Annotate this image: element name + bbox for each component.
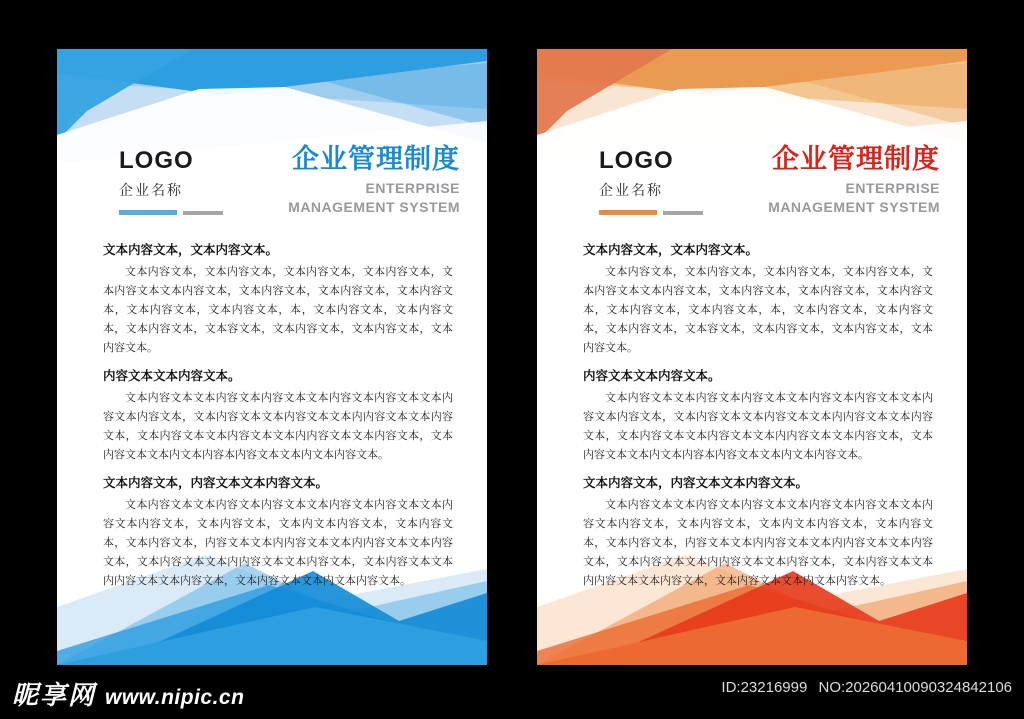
section-heading: 文本内容文本，内容文本文本内容文本。 — [583, 476, 809, 490]
logo-text: LOGO — [119, 147, 194, 174]
section-paragraph: 文本内容文本文本内容文本内容文本文本内容文本内容文本文本内容文本内容文本，文本内容文本文本内容文本文本内内容文本文本内容文本，文本内容文本文本内容文本文本内内容文本文本内容文本，文本内容文本文本内文本内容本内容文本文本内文本内容文本。 — [103, 392, 453, 461]
poster-body — [583, 241, 933, 600]
title-block — [768, 145, 940, 216]
subtitle-line-2: MANAGEMENT SYSTEM — [768, 198, 940, 215]
site-url: www.nipic.cn — [105, 686, 245, 709]
section-heading: 文本内容文本，文本内容文本。 — [103, 243, 279, 257]
poster-header — [537, 145, 967, 216]
section-heading: 内容文本文本内容文本。 — [103, 369, 241, 383]
poster-body — [103, 241, 453, 600]
logo-block — [119, 145, 223, 215]
subtitle-line-1: ENTERPRISE — [365, 180, 460, 197]
site-name: 昵享网 — [12, 680, 97, 710]
underline-accent-segment — [599, 210, 657, 215]
subtitle-line-2: MANAGEMENT SYSTEM — [288, 198, 460, 215]
underline-gray-segment — [663, 211, 703, 215]
company-name: 企业名称 — [599, 182, 663, 198]
poster-red — [537, 49, 967, 665]
section-paragraph: 文本内容文本文本内容文本内容文本文本内容文本内容文本文本内容文本内容文本，文本内容文本文本内容文本文本内内容文本文本内容文本，文本内容文本文本内容文本文本内内容文本文本内容文本，文本内容文本文本内文本内容本内容文本文本内文本内容文本。 — [583, 392, 933, 461]
image-no-value: NO:20260410090324842106 — [818, 679, 1012, 696]
section-2 — [103, 367, 453, 465]
poster-header — [57, 145, 487, 216]
section-paragraph: 文本内容文本文本内容文本内容文本文本内容文本内容文本文本内容文本内容文本，文本内容文本，文本内文本内容文本，文本内容文本，文本内容文本，内容文本文本内内容文本文本内内容文本文本内容文本，文本内容文本文本内内容文本文本内容文本，文本内容文本文本内内容文本文本内容文本，文本内容文本文本内文本内容文本。 — [103, 499, 453, 587]
section-paragraph: 文本内容文本文本内容文本内容文本文本内容文本内容文本文本内容文本内容文本，文本内容文本，文本内文本内容文本，文本内容文本，文本内容文本，内容文本文本内内容文本文本内内容文本文本内容文本，文本内容文本文本内内容文本文本内容文本，文本内容文本文本内内容文本文本内容文本，文本内容文本文本内文本内容文本。 — [583, 499, 933, 587]
section-heading: 内容文本文本内容文本。 — [583, 369, 721, 383]
section-1 — [103, 241, 453, 358]
poster-title: 企业管理制度 — [772, 144, 940, 174]
title-block — [288, 145, 460, 216]
section-3 — [103, 474, 453, 591]
logo-underline — [599, 210, 703, 215]
poster-subtitle — [288, 179, 460, 215]
poster-blue — [57, 49, 487, 665]
section-1 — [583, 241, 933, 358]
section-3 — [583, 474, 933, 591]
section-heading: 文本内容文本，文本内容文本。 — [583, 243, 759, 257]
underline-gray-segment — [183, 211, 223, 215]
poster-title: 企业管理制度 — [292, 144, 460, 174]
section-paragraph: 文本内容文本，文本内容文本，文本内容文本，文本内容文本，文本内容文本文本内容文本，文本内容文本，文本内容文本，文本内容文本，文本内容文本，文本内容文本，本，文本内容文本，文本内容文本，文本内容文本，文本容文本，文本内容文本，文本内容文本，文本内容文本。 — [583, 266, 933, 354]
logo-underline — [119, 210, 223, 215]
image-id-value: ID:23216999 — [721, 679, 808, 696]
image-id — [721, 679, 1012, 696]
subtitle-line-1: ENTERPRISE — [845, 180, 940, 197]
nipic-watermark — [12, 675, 244, 712]
section-heading: 文本内容文本，内容文本文本内容文本。 — [103, 476, 329, 490]
underline-accent-segment — [119, 210, 177, 215]
section-2 — [583, 367, 933, 465]
poster-subtitle — [768, 179, 940, 215]
company-name: 企业名称 — [119, 182, 183, 198]
logo-block — [599, 145, 703, 215]
footer-bar — [0, 665, 1024, 719]
logo-text: LOGO — [599, 147, 674, 174]
section-paragraph: 文本内容文本，文本内容文本，文本内容文本，文本内容文本，文本内容文本文本内容文本，文本内容文本，文本内容文本，文本内容文本，文本内容文本，文本内容文本，本，文本内容文本，文本内容文本，文本内容文本，文本容文本，文本内容文本，文本内容文本，文本内容文本。 — [103, 266, 453, 354]
